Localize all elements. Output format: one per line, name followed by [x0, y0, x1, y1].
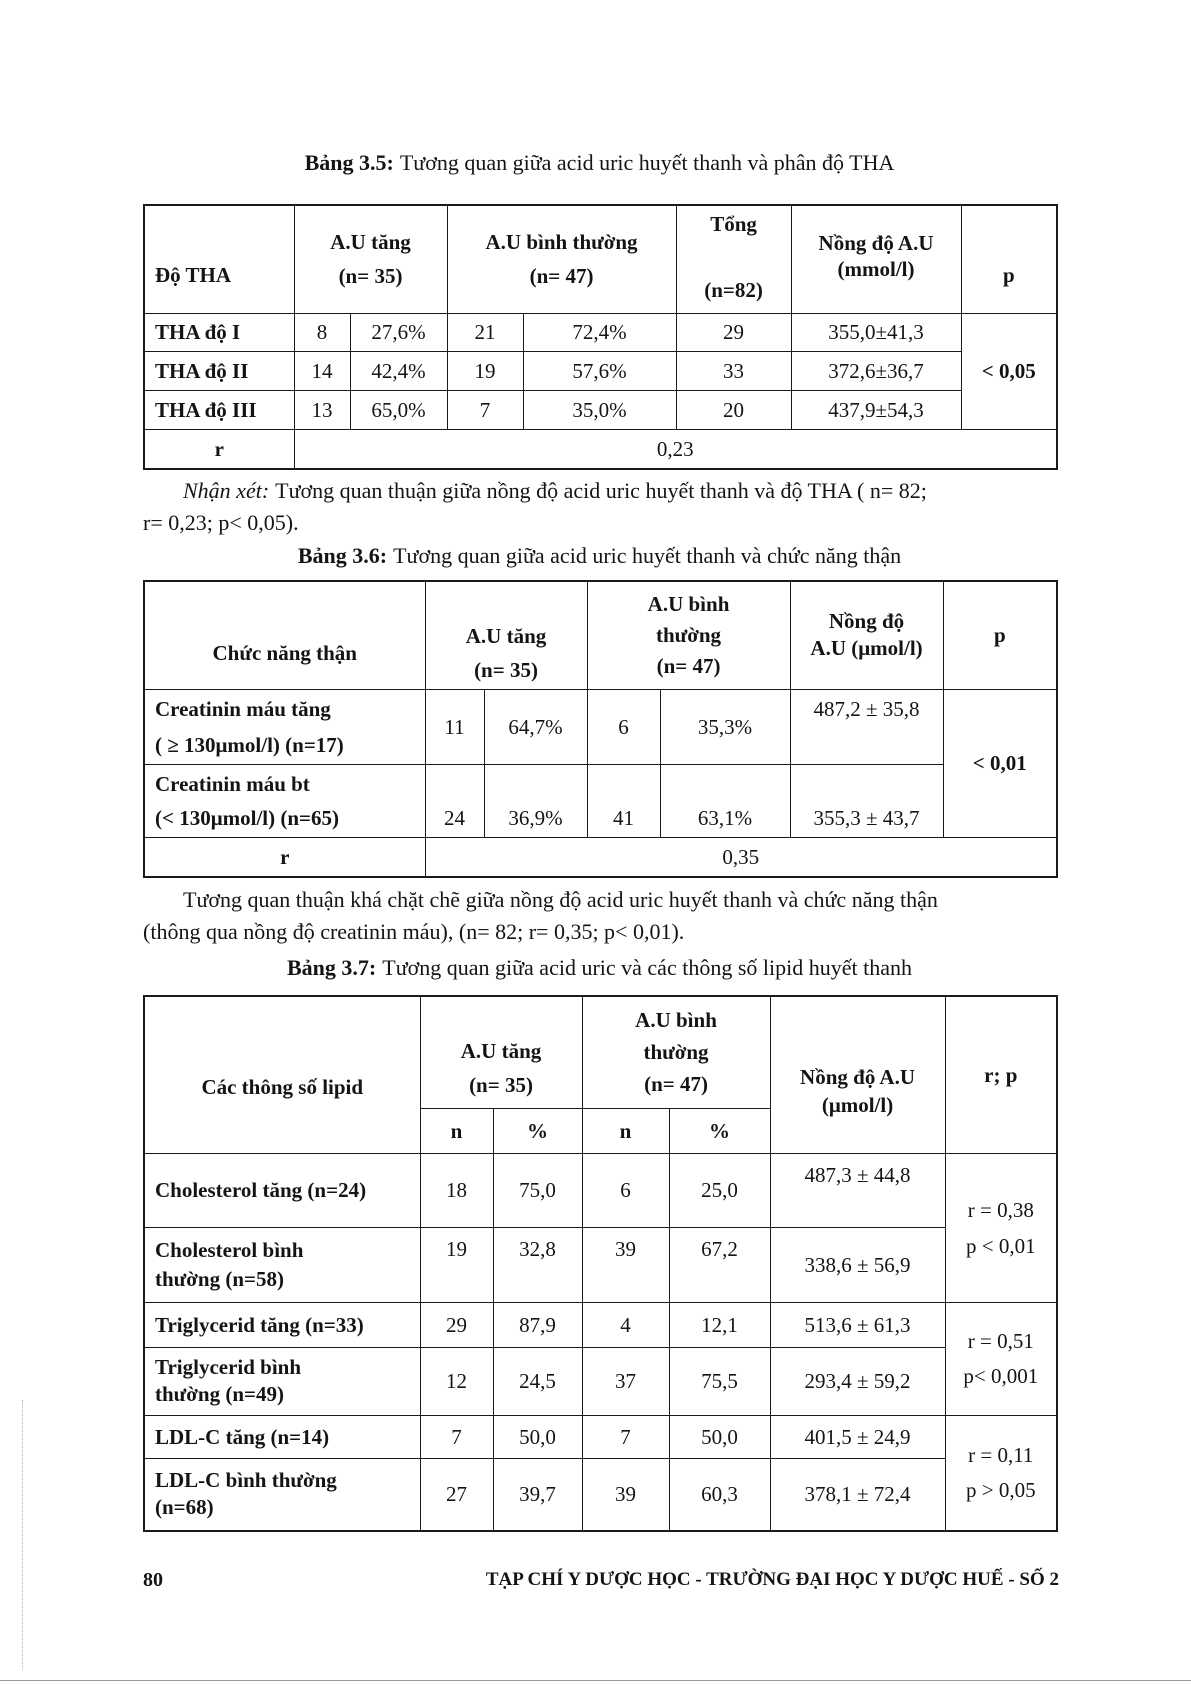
table-cell: 35,0% — [523, 390, 676, 429]
row-label-line: Creatinin máu bt — [155, 771, 310, 796]
header-au-conc-label: Nồng độ A.U — [800, 1065, 915, 1090]
row-label — [144, 764, 425, 837]
subheader-n: n — [582, 1108, 669, 1153]
table-cell: 75,0 — [493, 1153, 582, 1227]
caption-text: Tương quan giữa acid uric huyết thanh và chức năng thận — [393, 543, 902, 568]
caption-label: Bảng 3.6: — [297, 543, 388, 568]
table-header-row — [144, 996, 1057, 1108]
header-r-p: r; p — [945, 996, 1057, 1153]
table-cell: 24,5 — [493, 1347, 582, 1415]
table-cell: 378,1 ± 72,4 — [770, 1458, 945, 1531]
header-au-normal-count: (n= 47) — [529, 264, 594, 289]
table-cell: 401,5 ± 24,9 — [770, 1415, 945, 1458]
row-label-line: (< 130μmol/l) (n=65) — [155, 805, 339, 830]
table-row — [144, 313, 1057, 351]
table-cell: 60,3 — [669, 1458, 770, 1531]
caption-text: Tương quan giữa acid uric và các thông số lipid huyết thanh — [382, 955, 912, 980]
subheader-percent: % — [669, 1108, 770, 1153]
correlation-cell — [945, 1302, 1057, 1415]
row-label — [144, 1347, 420, 1415]
table-cell: 19 — [420, 1227, 493, 1302]
table-row — [144, 1153, 1057, 1227]
table-cell: 7 — [447, 390, 523, 429]
remark-line-2: r= 0,23; p< 0,05). — [143, 510, 299, 535]
table-cell: 372,6±36,7 — [791, 351, 961, 390]
table-cell: 36,9% — [484, 764, 587, 837]
header-au-concentration — [791, 205, 961, 313]
table-cell: 87,9 — [493, 1302, 582, 1347]
table-cell: 7 — [420, 1415, 493, 1458]
table-cell: 487,2 ± 35,8 — [790, 689, 943, 764]
table-cell: 6 — [582, 1153, 669, 1227]
row-label-line: (n=68) — [155, 1495, 214, 1520]
remark-line-2: (thông qua nồng độ creatinin máu), (n= 82; r= 0,35; p< 0,01). — [143, 919, 685, 944]
header-total-count: (n=82) — [704, 278, 763, 302]
header-au-normal-label: A.U bình — [635, 1008, 717, 1033]
table-cell: 67,2 — [669, 1227, 770, 1302]
table-cell: 32,8 — [493, 1227, 582, 1302]
table-3-5 — [143, 204, 1058, 470]
header-au-high-label: A.U tăng — [465, 623, 547, 648]
row-label-line: LDL-C bình thường — [155, 1468, 337, 1493]
table-3-6 — [143, 580, 1058, 878]
table-cell: 50,0 — [669, 1415, 770, 1458]
table-cell: 513,6 ± 61,3 — [770, 1302, 945, 1347]
table-cell: 18 — [420, 1153, 493, 1227]
correlation-cell — [945, 1153, 1057, 1302]
header-au-concentration — [770, 996, 945, 1153]
table-cell: 4 — [582, 1302, 669, 1347]
remark-text: Tương quan thuận giữa nồng độ acid uric huyết thanh và độ THA ( n= 82; — [275, 478, 927, 503]
table-cell: 50,0 — [493, 1415, 582, 1458]
row-label-line: Creatinin máu tăng — [155, 696, 331, 721]
table-cell: 29 — [676, 313, 791, 351]
table-3-7 — [143, 995, 1058, 1532]
table-cell: 25,0 — [669, 1153, 770, 1227]
table-cell: 437,9±54,3 — [791, 390, 961, 429]
subheader-percent: % — [493, 1108, 582, 1153]
table-cell: 355,3 ± 43,7 — [790, 764, 943, 837]
table-row — [144, 1227, 1057, 1302]
header-p: p — [961, 205, 1057, 313]
table-cell: 21 — [447, 313, 523, 351]
table-cell: 27 — [420, 1458, 493, 1531]
header-au-high — [420, 996, 582, 1108]
p-value: p< 0,001 — [963, 1363, 1039, 1388]
table-cell: 19 — [447, 351, 523, 390]
table-row — [144, 390, 1057, 429]
row-label: THA độ II — [144, 351, 294, 390]
table-cell: 64,7% — [484, 689, 587, 764]
remark-label: Nhận xét: — [183, 478, 270, 503]
header-au-normal — [447, 205, 676, 313]
table-cell: 27,6% — [350, 313, 447, 351]
header-total-label: Tổng — [710, 212, 757, 236]
header-au-concentration — [790, 581, 943, 689]
table-row — [144, 1347, 1057, 1415]
table-cell: 12 — [420, 1347, 493, 1415]
table-cell: 35,3% — [660, 689, 790, 764]
header-p: p — [943, 581, 1057, 689]
table-3-6-caption — [143, 542, 1056, 570]
subheader-n: n — [420, 1108, 493, 1153]
remark-line-1 — [143, 475, 1056, 507]
row-label-line: ( ≥ 130μmol/l) (n=17) — [155, 732, 344, 757]
p-value: p < 0,01 — [965, 1233, 1036, 1258]
table-cell: 24 — [425, 764, 484, 837]
header-au-normal-label: A.U bình thường — [485, 230, 638, 255]
header-au-high — [294, 205, 447, 313]
row-label — [144, 689, 425, 764]
header-lipid: Các thông số lipid — [144, 996, 420, 1153]
table-cell: 65,0% — [350, 390, 447, 429]
table-cell: 75,5 — [669, 1347, 770, 1415]
table-cell: 33 — [676, 351, 791, 390]
table-cell: 487,3 ± 44,8 — [770, 1153, 945, 1227]
r-value: 0,35 — [425, 837, 1057, 877]
row-label-line: thường (n=58) — [155, 1266, 284, 1291]
table-row — [144, 1415, 1057, 1458]
header-au-high-label: A.U tăng — [330, 230, 411, 255]
r-label: r — [144, 837, 425, 877]
row-label-line: Triglycerid bình — [155, 1355, 302, 1379]
table-cell: 63,1% — [660, 764, 790, 837]
correlation-row — [144, 837, 1057, 877]
table-cell: 42,4% — [350, 351, 447, 390]
row-label: Triglycerid tăng (n=33) — [144, 1302, 420, 1347]
header-au-normal-label: A.U bình — [647, 591, 730, 616]
row-label: Cholesterol tăng (n=24) — [144, 1153, 420, 1227]
table-row — [144, 351, 1057, 390]
table-row — [144, 689, 1057, 764]
r-value: r = 0,38 — [967, 1197, 1034, 1222]
table-3-7-caption — [143, 954, 1056, 982]
caption-label: Bảng 3.7: — [287, 955, 377, 980]
table-cell: 7 — [582, 1415, 669, 1458]
table-cell: 8 — [294, 313, 350, 351]
header-au-normal-count: (n= 47) — [644, 1072, 708, 1097]
table-row — [144, 764, 1057, 837]
correlation-cell — [945, 1415, 1057, 1531]
header-au-normal — [582, 996, 770, 1108]
table-cell: 29 — [420, 1302, 493, 1347]
r-label: r — [144, 429, 294, 469]
table-cell: 41 — [587, 764, 660, 837]
row-label-line: Cholesterol bình — [155, 1237, 304, 1262]
table-cell: 6 — [587, 689, 660, 764]
header-au-high — [425, 581, 587, 689]
scan-edge-dots — [22, 1400, 23, 1670]
header-au-high-label: A.U tăng — [460, 1039, 542, 1064]
header-au-high-count: (n= 35) — [469, 1073, 533, 1098]
header-au-high-count: (n= 35) — [338, 264, 403, 289]
table-header-row — [144, 581, 1057, 689]
header-au-high-count: (n= 35) — [474, 657, 538, 682]
table-cell: 11 — [425, 689, 484, 764]
r-value: r = 0,51 — [967, 1328, 1034, 1353]
row-label: LDL-C tăng (n=14) — [144, 1415, 420, 1458]
header-au-conc-unit: (mmol/l) — [837, 257, 915, 282]
journal-name: TẠP CHÍ Y DƯỢC HỌC - TRƯỜNG ĐẠI HỌC Y DƯỢC HUẾ - SỐ 2 — [485, 1569, 1059, 1590]
header-au-normal-count: (n= 47) — [656, 653, 721, 678]
correlation-row — [144, 429, 1057, 469]
row-label — [144, 1227, 420, 1302]
header-au-normal-label-2: thường — [655, 622, 722, 647]
header-au-normal-label-2: thường — [643, 1040, 709, 1065]
p-value-cell: < 0,05 — [961, 313, 1057, 429]
table-cell: 293,4 ± 59,2 — [770, 1347, 945, 1415]
header-grade: Độ THA — [144, 205, 294, 313]
table-cell: 39 — [582, 1458, 669, 1531]
header-total — [676, 205, 791, 313]
caption-label: Bảng 3.5: — [304, 150, 394, 175]
table-3-5-remark — [143, 475, 1056, 539]
r-value: r = 0,11 — [968, 1442, 1034, 1467]
table-cell: 39 — [582, 1227, 669, 1302]
remark-line-1: Tương quan thuận khá chặt chẽ giữa nồng độ acid uric huyết thanh và chức năng thận — [183, 887, 938, 912]
table-cell: 12,1 — [669, 1302, 770, 1347]
table-cell: 39,7 — [493, 1458, 582, 1531]
r-value: 0,23 — [294, 429, 1057, 469]
page-footer — [143, 1566, 1059, 1594]
table-row — [144, 1458, 1057, 1531]
table-cell: 20 — [676, 390, 791, 429]
row-label: THA độ III — [144, 390, 294, 429]
p-value: p > 0,05 — [965, 1477, 1036, 1502]
header-au-conc-label: Nồng độ — [828, 609, 905, 634]
p-value-cell: < 0,01 — [943, 689, 1057, 837]
caption-text: Tương quan giữa acid uric huyết thanh và phân độ THA — [399, 150, 895, 175]
header-au-conc-unit: (μmol/l) — [821, 1093, 894, 1118]
scan-edge-line — [0, 1680, 1191, 1681]
header-au-conc-unit: A.U (μmol/l) — [810, 636, 923, 661]
header-kidney-function: Chức năng thận — [144, 581, 425, 689]
row-label — [144, 1458, 420, 1531]
table-cell: 355,0±41,3 — [791, 313, 961, 351]
row-label-line: thường (n=49) — [155, 1382, 284, 1406]
header-au-normal — [587, 581, 790, 689]
table-cell: 37 — [582, 1347, 669, 1415]
page-number: 80 — [143, 1569, 163, 1591]
table-3-6-remark — [143, 884, 1056, 948]
table-cell: 338,6 ± 56,9 — [770, 1227, 945, 1302]
header-au-conc-label: Nồng độ A.U — [818, 231, 934, 256]
table-cell: 72,4% — [523, 313, 676, 351]
table-header-row — [144, 205, 1057, 313]
table-row — [144, 1302, 1057, 1347]
table-cell: 13 — [294, 390, 350, 429]
table-cell: 57,6% — [523, 351, 676, 390]
table-cell: 14 — [294, 351, 350, 390]
table-3-5-caption — [143, 149, 1056, 177]
row-label: THA độ I — [144, 313, 294, 351]
